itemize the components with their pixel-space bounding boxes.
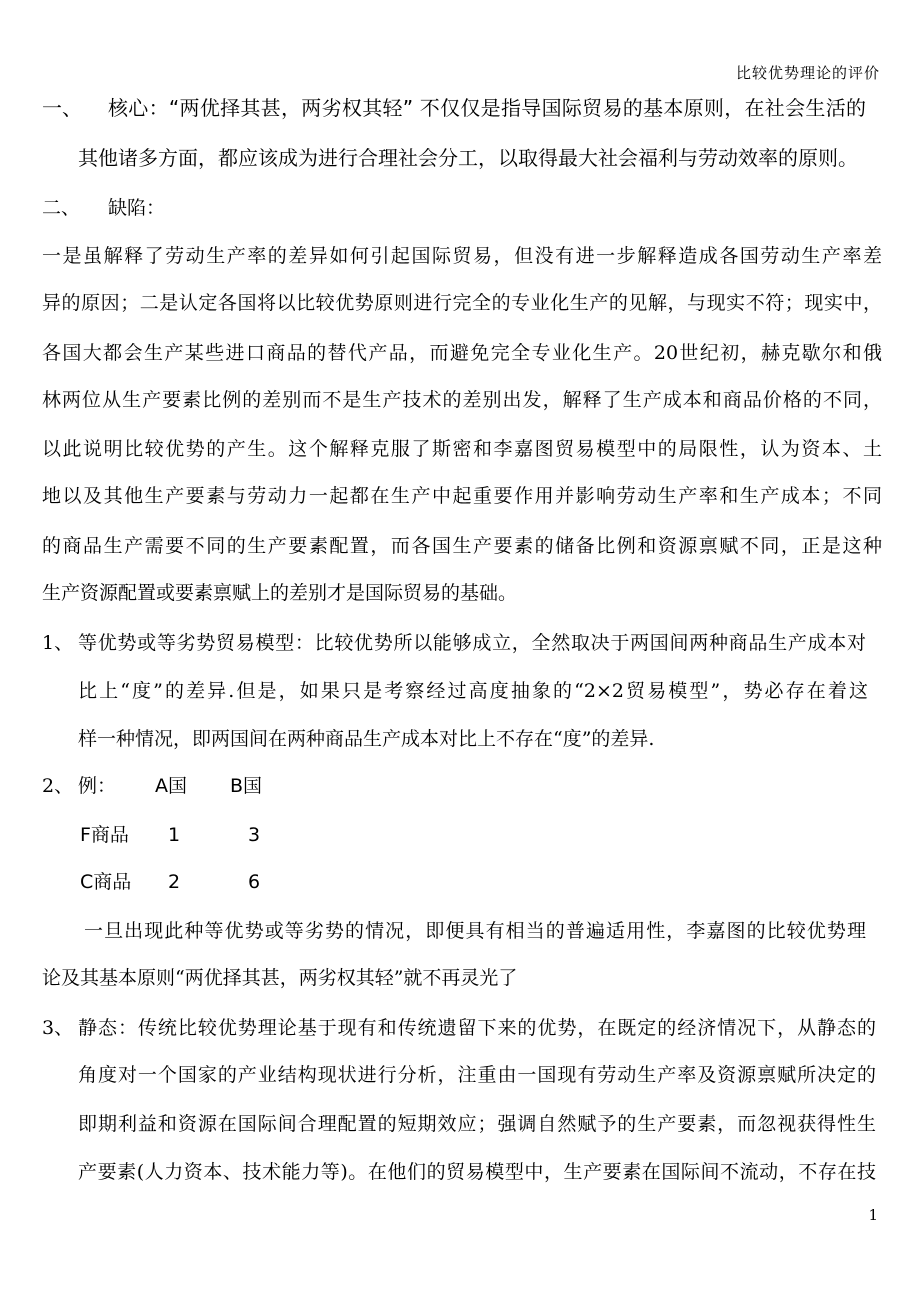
table-cell: 6 bbox=[248, 871, 261, 893]
section2-heading: 缺陷： bbox=[108, 197, 166, 219]
paragraph-line: 的商品生产需要不同的生产要素配置，而各国生产要素的储备比例和资源禀赋不同，正是这种 bbox=[42, 535, 882, 557]
section1-number: 一、 bbox=[42, 96, 82, 120]
item3-line: 角度对一个国家的产业结构现状进行分析，注重由一国现有劳动生产率及资源禀赋所决定的 bbox=[78, 1064, 876, 1086]
item1-line: 样一种情况，即两国间在两种商品生产成本对比上不存在“度”的差异. bbox=[78, 728, 655, 750]
table-row-label: F商品 bbox=[80, 824, 129, 846]
paragraph-line: 各国大都会生产某些进口商品的替代产品，而避免完全专业化生产。20世纪初，赫克歇尔和俄 bbox=[42, 342, 882, 364]
paragraph-line: 生产资源配置或要素禀赋上的差别才是国际贸易的基础。 bbox=[42, 582, 518, 604]
section1-line2: 其他诸多方面，都应该成为进行合理社会分工，以取得最大社会福利与劳动效率的原则。 bbox=[78, 146, 858, 170]
item3-line: 静态：传统比较优势理论基于现有和传统遗留下来的优势，在既定的经济情况下，从静态的 bbox=[78, 1017, 876, 1039]
item3-line: 产要素(人力资本、技术能力等)。在他们的贸易模型中，生产要素在国际间不流动，不存在技 bbox=[78, 1161, 876, 1183]
paragraph-line: 以此说明比较优势的产生。这个解释克服了斯密和李嘉图贸易模型中的局限性，认为资本、土 bbox=[42, 438, 882, 460]
item1-number: 1、 bbox=[42, 632, 74, 654]
item1-line: 比上“度”的差异.但是，如果只是考察经过高度抽象的“2×2贸易模型”，势必存在着这 bbox=[78, 680, 868, 702]
section2-number: 二、 bbox=[42, 197, 81, 219]
table-cell: 3 bbox=[248, 824, 261, 846]
table-cell: 1 bbox=[168, 824, 181, 846]
item3-line: 即期利益和资源在国际间合理配置的短期效应；强调自然赋予的生产要素，而忽视获得性生 bbox=[78, 1113, 876, 1135]
running-header: 比较优势理论的评价 bbox=[735, 64, 880, 82]
paragraph-line: 地以及其他生产要素与劳动力一起都在生产中起重要作用并影响劳动生产率和生产成本；不同 bbox=[42, 485, 882, 507]
item1-line: 等优势或等劣势贸易模型：比较优势所以能够成立，全然取决于两国间两种商品生产成本对 bbox=[78, 632, 866, 654]
table-row-label: C商品 bbox=[80, 871, 132, 893]
item3-number: 3、 bbox=[42, 1017, 74, 1039]
paragraph-line: 异的原因；二是认定各国将以比较优势原则进行完全的专业化生产的见解，与现实不符；现实中， bbox=[42, 292, 882, 314]
item2-line: 论及其基本原则“两优择其甚，两劣权其轻”就不再灵光了 bbox=[42, 967, 518, 989]
table-column-header: B国 bbox=[230, 775, 263, 797]
paragraph-line: 林两位从生产要素比例的差别而不是生产技术的差别出发，解释了生产成本和商品价格的不同， bbox=[42, 389, 882, 411]
item2-line: 一旦出现此种等优势或等劣势的情况，即便具有相当的普遍适用性，李嘉图的比较优势理 bbox=[84, 920, 866, 942]
page-number: 1 bbox=[868, 1206, 878, 1224]
item2-label: 例： bbox=[78, 775, 117, 797]
table-cell: 2 bbox=[168, 871, 181, 893]
table-column-header: A国 bbox=[155, 775, 187, 797]
section1-line1: 核心：“两优择其甚，两劣权其轻” 不仅仅是指导国际贸易的基本原则，在社会生活的 bbox=[108, 96, 866, 120]
paragraph-line: 一是虽解释了劳动生产率的差异如何引起国际贸易，但没有进一步解释造成各国劳动生产率差 bbox=[42, 245, 882, 267]
item2-number: 2、 bbox=[42, 775, 74, 797]
